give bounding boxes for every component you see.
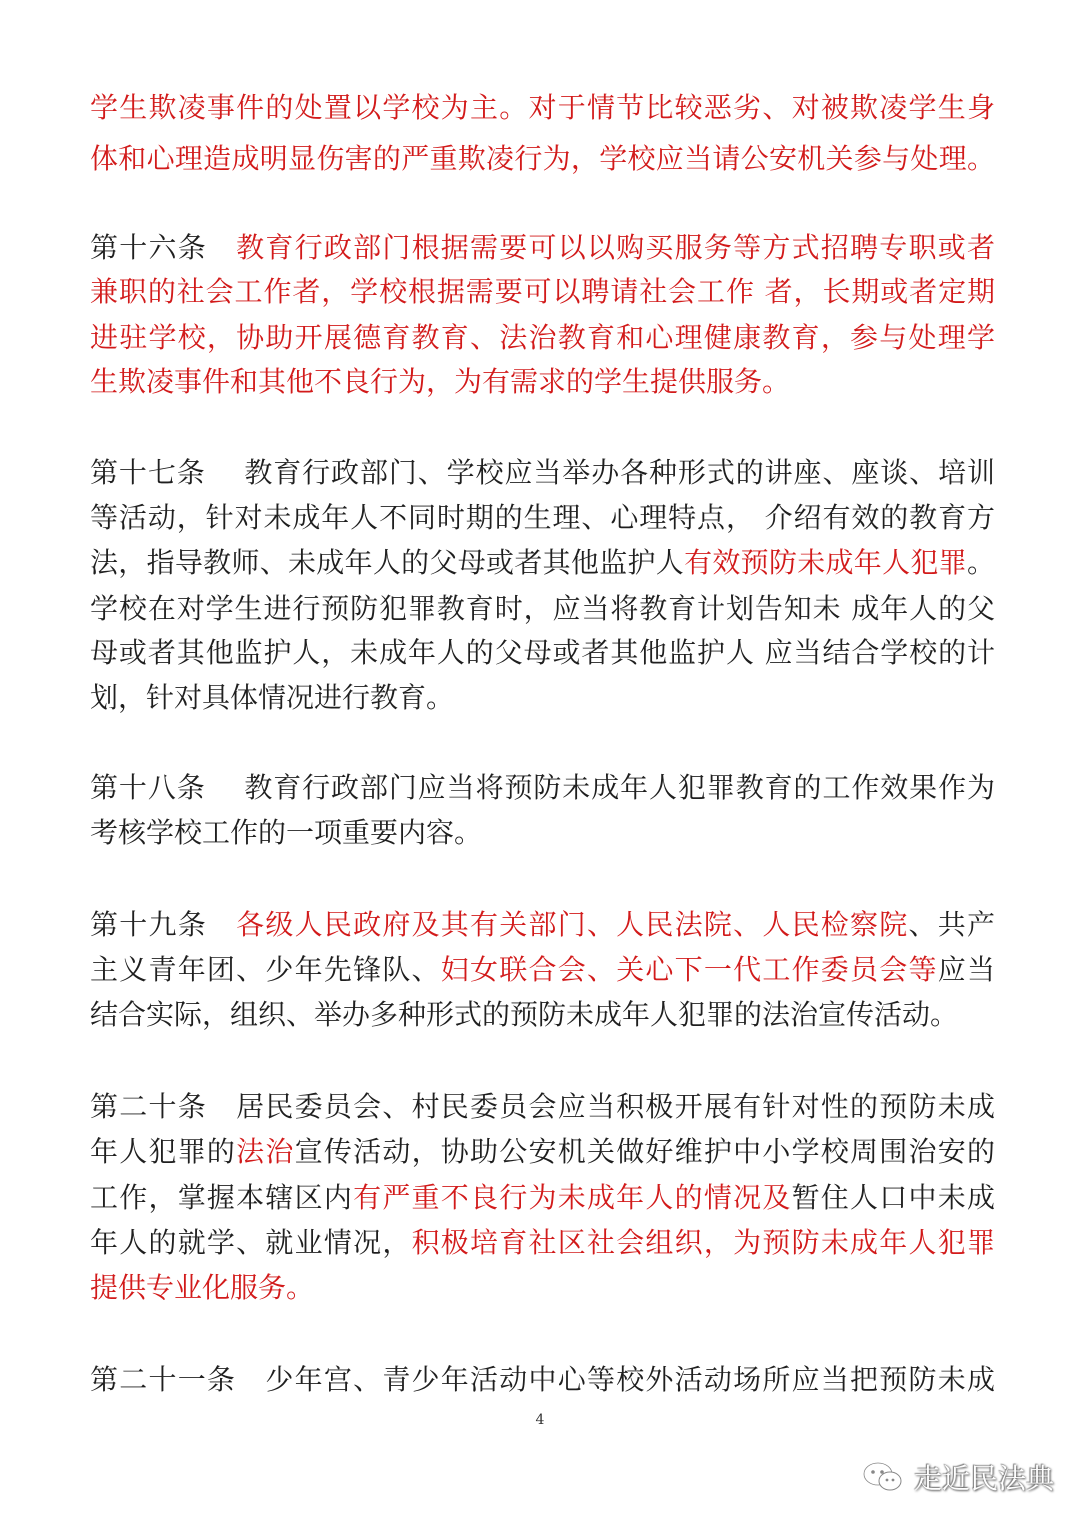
text-line	[90, 1132, 995, 1172]
body-text: 第十七条 教育行政部门、学校应当举办各种形式的讲座、座谈、培训	[90, 456, 995, 489]
body-text: 第十九条	[90, 908, 237, 941]
body-text: 宣传活动，协助公安机关做好维护中小学校周围治安的	[294, 1135, 995, 1168]
text-line	[90, 498, 995, 538]
text-line	[90, 272, 995, 312]
text-line	[90, 1178, 995, 1218]
body-text: 结合实际，组织、举办多种形式的预防未成年人犯罪的法治宣传活动。	[90, 998, 959, 1031]
highlighted-text: 各级人民政府及其有关部门、人民法院、人民检察院	[236, 908, 909, 941]
highlighted-text: 兼职的社会工作者，学校根据需要可以聘请社会工作 者，长期或者定期	[90, 275, 995, 308]
highlighted-text: 教育行政部门根据需要可以以购买服务等方式招聘专职或者	[236, 231, 995, 264]
body-text: 。	[966, 546, 995, 579]
body-text: 第二十条 居民委员会、村民委员会应当积极开展有针对性的预防未成	[90, 1090, 995, 1123]
body-text: 第十八条 教育行政部门应当将预防未成年人犯罪教育的工作效果作为	[90, 771, 995, 804]
page-number: 4	[535, 1412, 545, 1428]
body-text: 年人犯罪的	[90, 1135, 237, 1168]
text-line	[90, 88, 995, 128]
text-line	[90, 768, 995, 808]
body-text: 考核学校工作的一项重要内容。	[90, 816, 483, 849]
text-line	[90, 905, 995, 945]
highlighted-text: 体和心理造成明显伤害的严重欺凌行为，学校应当请公安机关参与处理。	[90, 142, 995, 175]
text-line	[90, 1268, 995, 1308]
highlighted-text: 妇女联合会、关心下一代工作委员会等	[440, 953, 938, 986]
body-text: 学校在对学生进行预防犯罪教育时，应当将教育计划告知未 成年人的父	[90, 592, 995, 625]
body-text: 主义青年团、少年先锋队、	[90, 953, 441, 986]
text-line	[90, 228, 995, 268]
text-line	[90, 813, 995, 853]
wechat-icon	[862, 1460, 904, 1494]
body-text: 划，针对具体情况进行教育。	[90, 681, 455, 714]
text-line	[90, 633, 995, 673]
highlighted-text: 有效预防未成年人犯罪	[684, 546, 967, 579]
body-text: 应当	[937, 953, 995, 986]
text-line	[90, 453, 995, 493]
highlighted-text: 学生欺凌事件的处置以学校为主。对于情节比较恶劣、对被欺凌学生身	[90, 91, 995, 124]
text-line	[90, 995, 995, 1035]
text-line	[90, 589, 995, 629]
text-line	[90, 1087, 995, 1127]
body-text: 工作，掌握本辖区内	[90, 1181, 354, 1214]
highlighted-text: 进驻学校，协助开展德育教育、法治教育和心理健康教育，参与处理学	[90, 321, 995, 354]
wechat-watermark	[862, 1455, 1054, 1499]
highlighted-text: 法治	[236, 1135, 295, 1168]
body-text: 暂住人口中未成	[791, 1181, 995, 1214]
body-text: 法，指导教师、未成年人的父母或者其他监护人	[90, 546, 685, 579]
highlighted-text: 提供专业化服务。	[90, 1271, 315, 1304]
text-line	[90, 1360, 995, 1400]
watermark-text: 走近民法典	[914, 1462, 1055, 1495]
text-line	[90, 950, 995, 990]
text-line	[90, 543, 995, 583]
text-line	[90, 318, 995, 358]
body-text: 年人的就学、就业情况，	[90, 1226, 412, 1259]
body-text: 第二十一条 少年宫、青少年活动中心等校外活动场所应当把预防未成	[90, 1363, 995, 1396]
highlighted-text: 生欺凌事件和其他不良行为，为有需求的学生提供服务。	[90, 365, 791, 398]
text-line	[90, 1223, 995, 1263]
body-text: 、共产	[908, 908, 995, 941]
body-text: 第十六条	[90, 231, 237, 264]
text-line	[90, 139, 995, 179]
highlighted-text: 积极培育社区社会组织，为预防未成年人犯罪	[411, 1226, 995, 1259]
body-text: 母或者其他监护人，未成年人的父母或者其他监护人 应当结合学校的计	[90, 636, 995, 669]
text-line	[90, 678, 995, 718]
highlighted-text: 有严重不良行为未成年人的情况及	[353, 1181, 792, 1214]
text-line	[90, 362, 995, 402]
body-text: 等活动，针对未成年人不同时期的生理、心理特点， 介绍有效的教育方	[90, 501, 995, 534]
